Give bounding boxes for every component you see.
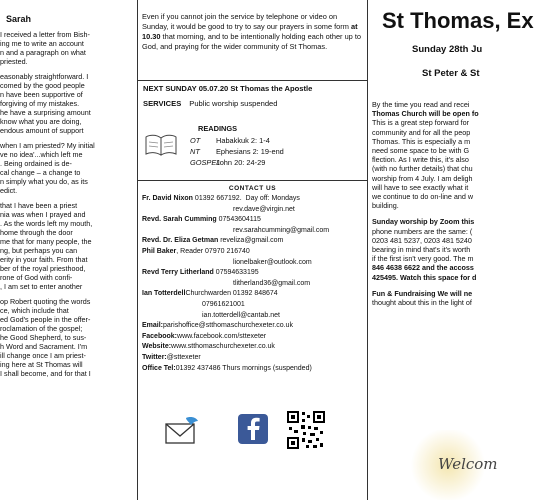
email-link[interactable]: ian.totterdell@cantab.net: [202, 311, 280, 319]
text-line: cal change – a change to: [0, 168, 81, 177]
text-line: that I have been a priest: [0, 201, 78, 210]
reading-nt: NT Ephesians 2: 19-end: [190, 147, 284, 156]
text-line: . As the words left my mouth,: [0, 219, 93, 228]
left-heading: Sarah: [6, 14, 32, 24]
services-value: Public worship suspended: [189, 99, 278, 108]
text-line: I received a letter from Bish-: [0, 30, 90, 39]
text-line: (with no further details) that chu: [372, 164, 473, 174]
mail-twitter-icon[interactable]: [164, 416, 200, 446]
text-line: home through the door: [0, 228, 73, 237]
contact-name: Fr. David Nixon: [142, 195, 193, 202]
website-link[interactable]: www.stthomaschurchexeter.co.uk: [171, 343, 275, 351]
text-line: ce, which include that: [0, 306, 69, 315]
facebook-link[interactable]: www.facebook.com/sttexeter: [177, 332, 267, 340]
text-line: I shall become, and for that I: [0, 369, 91, 378]
open-book-icon: [144, 133, 178, 157]
text-line: priested.: [0, 57, 28, 66]
service-date: Sunday 28th Ju: [412, 44, 483, 55]
text-line: This is a great step forward for: [372, 118, 470, 128]
contact-name: Revd. Dr. Eliza Getman: [142, 237, 219, 245]
text-line: 0203 481 5237, 0203 481 5240: [372, 235, 472, 245]
text-line: will have to see exactly what it: [372, 182, 469, 192]
middle-panel: [137, 0, 368, 500]
qr-code-icon[interactable]: [286, 410, 326, 450]
contact-section: CONTACT US Fr. David Nixon 01392 667192. Day off: Mondays rev.dave@virgin.net Revd. Sarah Cumming 07543604115 rev.sarahcumming@gmail.com Revd. Dr. Eliza Getman reveliza@gmail.com Phil Baker , Reader 07970 216740 lionelbaker@outlook.com Revd Terry Litherland 07594633195 tlitherland36@gmail.com Ian Totterdell Churchwarden 01392 848674 07961621001 ian.totterdell@cantab.net Email: parishoffice@stthomaschurchexeter.co.uk Facebook: www.facebook.com/sttexeter Website: www.stthomaschurchexeter.co.uk Twitter: @sttexeter Office Tel: 01392 437486 Thurs mornings (suspended): [138, 183, 367, 374]
parish-email-link[interactable]: parishoffice@stthomaschurchexeter.co.uk: [163, 322, 293, 330]
text-line: Sunday worship by Zoom this: [372, 217, 475, 227]
text-line: 425495. Watch this space for d: [372, 272, 477, 282]
reading-gospel: GOSPELJohn 20: 24-29: [190, 158, 266, 167]
text-line: endous amount of support: [0, 126, 84, 135]
intro-paragraph: [138, 12, 367, 52]
text-line: erity in your faith. From that: [0, 255, 88, 264]
welcome-banner: Welcom: [438, 455, 498, 473]
text-line: Fun & Fundraising We will ne: [372, 288, 473, 298]
text-line: Thomas. This is especially a m: [372, 136, 471, 146]
text-line: . Being ordained is de-: [0, 159, 72, 168]
text-line: phone numbers are the same: (: [372, 226, 473, 236]
text-line: ing me to write an account: [0, 39, 84, 48]
email-link[interactable]: rev.sarahcumming@gmail.com: [233, 226, 330, 234]
text-line: ing here at St Thomas will: [0, 360, 83, 369]
text-line: bearing in mind that's it's worth: [372, 245, 471, 255]
text-line: when I am priested? My initial: [0, 141, 95, 150]
contact-name: Ian Totterdell: [142, 290, 186, 298]
contact-name: Revd Terry Litherland: [142, 269, 214, 277]
service-saints: St Peter & St: [422, 68, 480, 79]
paragraph-gap: [372, 210, 500, 217]
text-line: roclamation of the gospel;: [0, 324, 83, 333]
text-line: know what you are doing,: [0, 117, 82, 126]
email-link[interactable]: tlitherland36@gmail.com: [233, 279, 311, 287]
social-icons: [138, 410, 367, 458]
readings-title: READINGS: [198, 124, 238, 133]
text-line: ill change once I am priest-: [0, 351, 86, 360]
services-label: SERVICES: [143, 99, 182, 108]
text-line: By the time you read and recei: [372, 100, 470, 109]
text-line: worship from 4 July. I am deligh: [372, 173, 473, 183]
paragraph-gap: [372, 282, 500, 289]
reading-ot: OT Habakkuk 2: 1-4: [190, 136, 270, 145]
text-line: ber of the royal priesthood,: [0, 264, 86, 273]
text-line: edict.: [0, 186, 18, 195]
divider: [138, 80, 367, 81]
text-line: he Good Shepherd, to sus-: [0, 333, 87, 342]
text-line: n and a paragraph on what: [0, 48, 86, 57]
text-line: need some space to be with G: [372, 146, 470, 156]
text-line: rone of God with confi-: [0, 273, 73, 282]
text-line: building.: [372, 201, 399, 211]
intro-text-2: that morning, and to be intentionally holding each other up to God, and praying for the wider community of St Thomas.: [142, 32, 362, 51]
text-line: , I am set to enter another: [0, 282, 83, 291]
text-line: nia was when I prayed and: [0, 210, 86, 219]
text-line: me that for many people, the: [0, 237, 92, 246]
email-link[interactable]: reveliza@gmail.com: [220, 237, 284, 245]
intro-text-1: Even if you cannot join the service by telephone or video on Sunday, it would be good to try to say our prayers in some form: [142, 12, 351, 31]
twitter-link[interactable]: @sttexeter: [166, 353, 201, 361]
next-sunday-section: [138, 84, 367, 108]
text-line: comed by the good people: [0, 81, 85, 90]
right-panel: [368, 0, 534, 500]
text-line: easonably straightforward. I: [0, 72, 89, 81]
text-line: ve no idea'...which left me: [0, 150, 83, 159]
contact-name: Revd. Sarah Cumming: [142, 216, 217, 224]
text-line: n have been supportive of: [0, 90, 83, 99]
contact-title: CONTACT US: [228, 185, 277, 192]
next-sunday-title: NEXT SUNDAY 05.07.20 St Thomas the Apostle: [143, 84, 313, 93]
email-link[interactable]: rev.dave@virgin.net: [233, 205, 295, 213]
left-panel: [0, 0, 128, 500]
right-body-text: [372, 100, 500, 307]
readings-section: [190, 124, 284, 168]
divider: [138, 180, 367, 181]
text-line: community and for all the peop: [372, 127, 471, 137]
text-line: we continue to do on-line and w: [372, 192, 474, 202]
text-line: n simply what you do, as its: [0, 177, 88, 186]
church-title: St Thomas, Ex: [382, 8, 534, 33]
text-line: forgiving of my mistakes.: [0, 99, 80, 108]
text-line: ng, but perhaps you can: [0, 246, 78, 255]
intro-time: at 10.30: [142, 22, 358, 41]
text-line: ed God's people in the offer-: [0, 315, 91, 324]
contact-name: Phil Baker: [142, 247, 177, 255]
left-body-text: [0, 30, 126, 378]
text-line: 846 4638 6622 and the accoss: [372, 263, 474, 273]
text-line: he have a surprising amount: [0, 108, 91, 117]
facebook-icon[interactable]: [238, 414, 268, 444]
text-line: if the first isn't very good. The m: [372, 254, 474, 264]
text-line: flection. As I write this, it's also: [372, 155, 469, 165]
text-line: h Word and Sacrament. I'm: [0, 342, 88, 351]
text-line: Thomas Church will be open fo: [372, 109, 479, 119]
text-line: op Robert quoting the words: [0, 297, 91, 306]
email-link[interactable]: lionelbaker@outlook.com: [233, 258, 312, 266]
text-line: thought about this in the light of: [372, 298, 472, 308]
